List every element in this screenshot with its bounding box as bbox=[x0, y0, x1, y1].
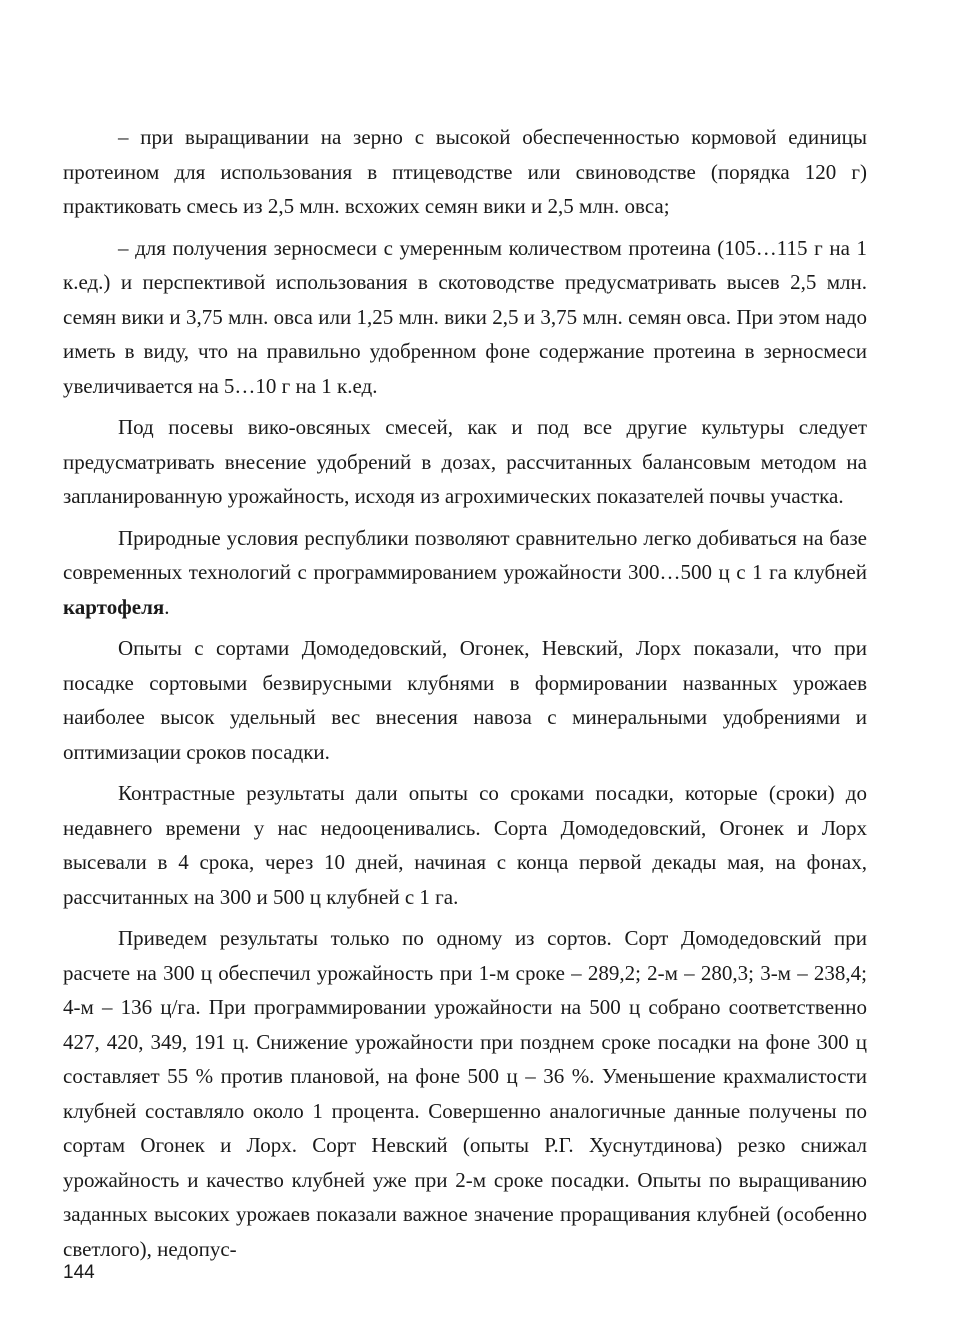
paragraph-natural-conditions bbox=[63, 521, 867, 625]
bold-term-potato: картофеля bbox=[63, 594, 165, 619]
paragraph-natural-conditions-text: Природные условия республики позволяют сравнительно легко добиваться на базе современных технологий с программированием урожайности 300…500 ц с 1 га клубней bbox=[63, 525, 867, 584]
paragraph-grain-protein: – при выращивании на зерно с высокой обеспеченностью кормовой единицы протеином для использования в птицеводстве или свиноводстве (порядка 120 г) практиковать смесь из 2,5 млн. всхожих семян вики и 2,5 млн. овса; bbox=[63, 125, 867, 218]
paragraph-fertilizers: Под посевы вико-овсяных смесей, как и под все другие культуры следует предусматривать внесение удобрений в дозах, рассчитанных балансовым методом на запланированную урожайность, исходя из агрохимических показателей почвы участка. bbox=[63, 415, 867, 508]
bold-term-suffix: . bbox=[164, 594, 170, 619]
paragraph-variety-trials: Опыты с сортами Домодедовский, Огонек, Невский, Лорх показали, что при посадке сортовыми безвирусными клубнями в формировании названных урожаев наиболее высок удельный вес внесения навоза с минеральными удобрениями и оптимизации сроков посадки. bbox=[63, 636, 867, 764]
paragraph-planting-dates: Контрастные результаты дали опыты со сроками посадки, которые (сроки) до недавнего времени у нас недооценивались. Сорта Домодедовский, Огонек и Лорх высевали в 4 срока, через 10 дней, начиная с конца первой декады мая, на фонах, рассчитанных на 300 и 500 ц клубней с 1 га. bbox=[63, 781, 867, 909]
paragraph-results: Приведем результаты только по одному из сортов. Сорт Домодедовский при расчете на 300 ц обеспечил урожайность при 1-м сроке – 289,2; 2-м – 280,3; 3-м – 238,4; 4-м – 136 ц/га. При программировании урожайности на 500 ц собрано соответственно 427, 420, 349, 191 ц. Снижение урожайности при позднем сроке посадки на фоне 300 ц составляет 55 % против плановой, на фоне 500 ц – 36 %. Уменьшение крахмалистости клубней составляло около 1 процента. Совершенно аналогичные данные получены по сортам Огонек и Лорх. Сорт Невский (опыты Р.Г. Хуснутдинова) резко снижал урожайность и качество клубней уже при 2-м сроке посадки. Опыты по выращиванию заданных высоких урожаев показали важное значение проращивания клубней (особенно светлого), недопус- bbox=[63, 926, 867, 1261]
page-number: 144 bbox=[63, 1262, 95, 1283]
document-page bbox=[63, 120, 867, 1273]
paragraph-grain-mixture: – для получения зерносмеси с умеренным количеством протеина (105…115 г на 1 к.ед.) и перспективой использования в скотоводстве предусматривать высев 2,5 млн. семян вики и 3,75 млн. овса или 1,25 млн. вики 2,5 и 3,75 млн. семян овса. При этом надо иметь в виду, что на правильно удобренном фоне содержание протеина в зерносмеси увеличивается на 5…10 г на 1 к.ед. bbox=[63, 235, 867, 398]
